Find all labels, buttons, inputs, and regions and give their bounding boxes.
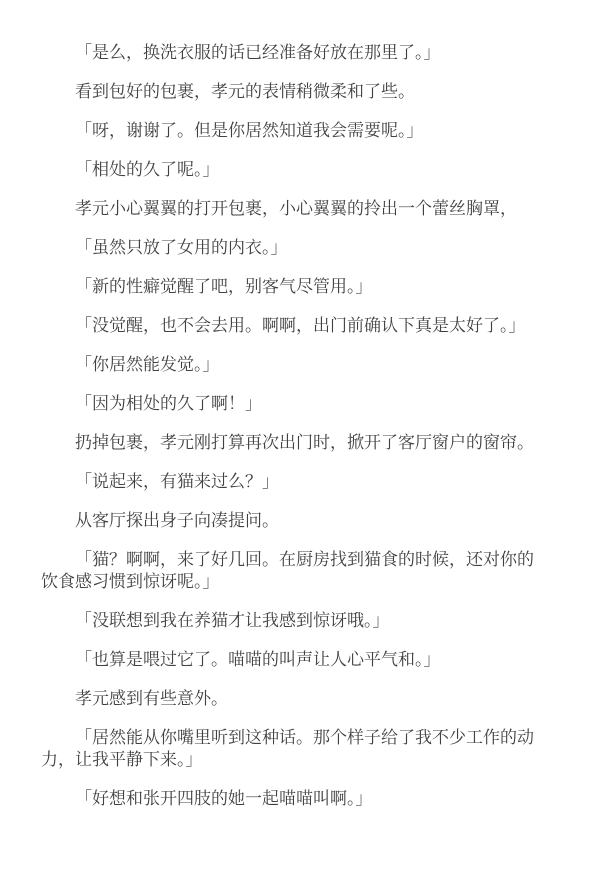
paragraph: 「呀，谢谢了。但是你居然知道我会需要呢。」 xyxy=(75,121,424,141)
paragraph: 「好想和张开四肢的她一起喵喵叫啊。」 xyxy=(75,789,373,809)
paragraph: 「也算是喂过它了。喵喵的叫声让人心平气和。」 xyxy=(75,650,441,670)
paragraph: 从客厅探出身子向凑提问。 xyxy=(75,511,279,531)
paragraph: 看到包好的包裹，孝元的表情稍微柔和了些。 xyxy=(75,82,415,102)
paragraph: 「你居然能发觉。」 xyxy=(75,355,220,375)
paragraph: 「相处的久了呢。」 xyxy=(75,160,220,180)
paragraph: 「没联想到我在养猫才让我感到惊讶哦。」 xyxy=(75,611,390,631)
paragraph: 「猫？啊啊，来了好几回。在厨房找到猫食的时候，还对你的饮食感习惯到惊讶呢。」 xyxy=(41,550,534,592)
paragraph: 「新的性癖觉醒了吧，别客气尽管用。」 xyxy=(75,277,373,297)
paragraph: 「说起来，有猫来过么？」 xyxy=(75,472,279,492)
paragraph: 「因为相处的久了啊！」 xyxy=(75,394,262,414)
paragraph: 「没觉醒，也不会去用。啊啊，出门前确认下真是太好了。」 xyxy=(75,316,526,336)
paragraph: 扔掉包裹，孝元刚打算再次出门时，掀开了客厅窗户的窗帘。 xyxy=(75,433,534,453)
paragraph: 「居然能从你嘴里听到这种话。那个样子给了我不少工作的动力，让我平静下来。」 xyxy=(41,728,534,770)
paragraph: 「是么，换洗衣服的话已经准备好放在那里了。」 xyxy=(75,43,441,63)
text-content xyxy=(41,42,546,810)
paragraph: 「虽然只放了女用的内衣。」 xyxy=(75,238,288,258)
paragraph: 孝元小心翼翼的打开包裹，小心翼翼的拎出一个蕾丝胸罩， xyxy=(75,199,517,219)
paragraph: 孝元感到有些意外。 xyxy=(75,689,228,709)
